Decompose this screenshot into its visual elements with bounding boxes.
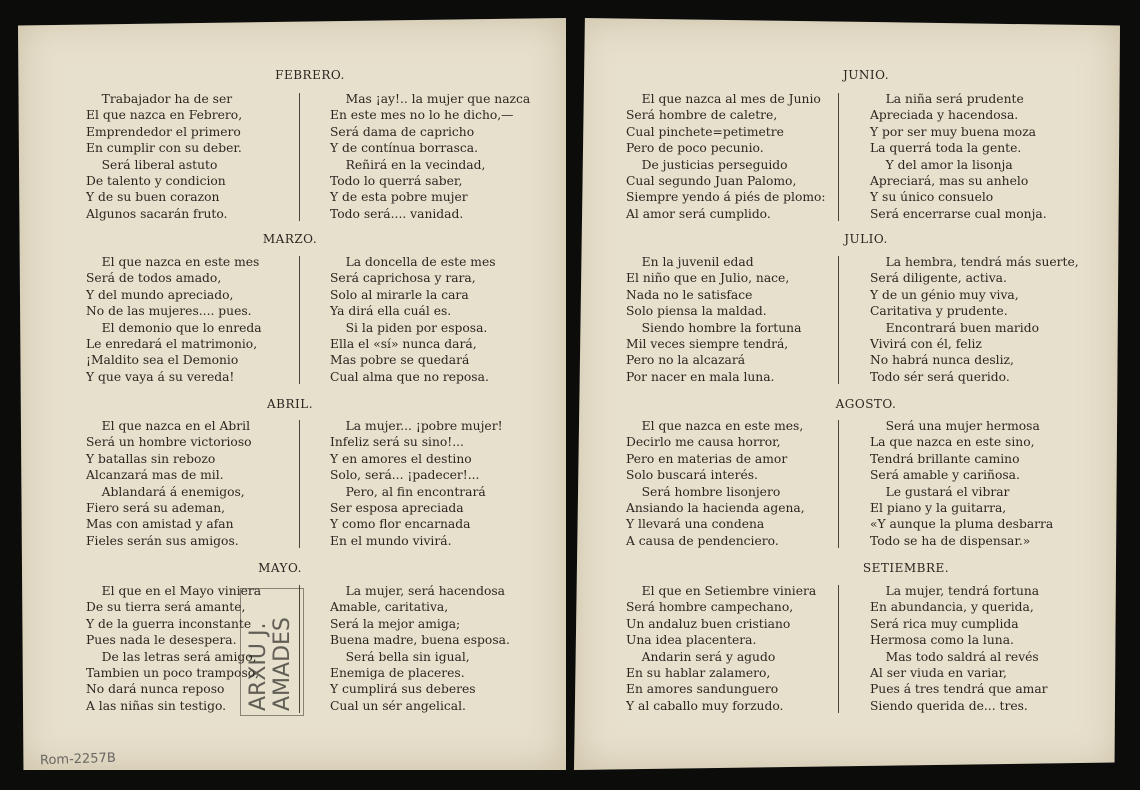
verse-line: No habrá nunca desliz, (870, 353, 1014, 368)
verse-line: Amable, caritativa, (330, 600, 449, 615)
verse-line: De talento y condicion (86, 173, 226, 188)
verse-line: Siempre yendo á piés de plomo: (626, 190, 826, 205)
verse-line: La mujer, será hacendosa (330, 584, 506, 598)
verse-line: Y del amor la lisonja (870, 157, 1013, 172)
section-title: ABRIL. (266, 397, 314, 411)
verse-line: No dará nunca reposo (86, 682, 225, 697)
section-title: JULIO. (844, 232, 888, 246)
verse-line: La niña será prudente (870, 92, 1024, 106)
verse-line: Fieles serán sus amigos. (86, 533, 239, 548)
verse-line: El que en Setiembre viniera (626, 584, 817, 598)
verse-line: Será dama de capricho (330, 124, 475, 139)
verse-line: El que nazca en Febrero, (86, 108, 243, 123)
verse-line: Todo lo querrá saber, (330, 173, 463, 188)
verse-line: Nada no le satisface (626, 287, 753, 302)
verse-line: La hembra, tendrá más suerte, (870, 255, 1079, 269)
verse-line: Decirlo me causa horror, (626, 435, 781, 450)
verse-line: Todo será.... vanidad. (330, 206, 464, 221)
verse-line: Pero de poco pecunio. (626, 141, 764, 156)
verse-line: En abundancia, y querida, (870, 600, 1034, 615)
verse-line: Apreciará, mas su anhelo (870, 173, 1029, 188)
stanza-right (330, 91, 530, 222)
verse-line: Será hombre lisonjero (626, 484, 781, 499)
verse-line: Siendo querida de... tres. (870, 698, 1028, 713)
verse-line: Cual un sér angelical. (330, 698, 466, 713)
page-fold (566, 18, 574, 770)
verse-line: Le enredará el matrimonio, (86, 336, 258, 351)
verse-line: Mas todo saldrá al revés (870, 649, 1039, 664)
verse-line: Buena madre, buena esposa. (330, 633, 510, 648)
verse-line: Ablandará á enemigos, (86, 484, 245, 499)
stanza-left (86, 91, 242, 222)
verse-line: El piano y la guitarra, (870, 500, 1007, 515)
stanza-right (330, 583, 510, 714)
stamp-text (247, 617, 295, 711)
verse-line: Al amor será cumplido. (626, 206, 771, 221)
verse-line: Pues á tres tendrá que amar (870, 682, 1048, 697)
verse-line: Infeliz será su sino!... (330, 435, 464, 450)
section-title: MARZO. (262, 232, 318, 246)
verse-line: Será una mujer hermosa (870, 419, 1040, 433)
verse-line: Mas pobre se quedará (330, 353, 470, 368)
verse-line: Mas ¡ay!.. la mujer que nazca (330, 92, 531, 106)
verse-line: Si la piden por esposa. (330, 320, 488, 335)
verse-line: Y llevará una condena (626, 517, 765, 532)
verse-line: Cual alma que no reposa. (330, 369, 489, 384)
stamp-line-2: AMADES (270, 617, 295, 711)
verse-line: Solo al mirarle la cara (330, 287, 469, 302)
verse-line: Mas con amistad y afan (86, 517, 234, 532)
verse-line: Será un hombre victorioso (86, 435, 252, 450)
verse-line: En este mes no lo he dicho,— (330, 108, 514, 123)
verse-line: Y de esta pobre mujer (330, 190, 468, 205)
verse-line: Encontrará buen marido (870, 320, 1039, 335)
verse-line: Y en amores el destino (330, 451, 472, 466)
verse-line: Solo buscará interés. (626, 468, 758, 483)
stamp-line-1: ARXIU J. (246, 622, 271, 711)
stanza-right (330, 254, 496, 385)
verse-line: Por nacer en mala luna. (626, 369, 775, 384)
verse-line: Pues nada le desespera. (86, 633, 237, 648)
column-divider (838, 420, 839, 548)
verse-line: Hermosa como la luna. (870, 633, 1014, 648)
stanza-right (870, 583, 1048, 714)
stanza-left (86, 418, 252, 549)
verse-line: En el mundo vivirá. (330, 533, 452, 548)
verse-line: A causa de pendenciero. (626, 533, 779, 548)
verse-line: Le gustará el vibrar (870, 484, 1010, 499)
verse-line: En cumplir con su deber. (86, 141, 242, 156)
verse-line: Será la mejor amiga; (330, 616, 461, 631)
stanza-left (86, 583, 261, 714)
verse-line: El que en el Mayo viniera (86, 584, 262, 598)
verse-line: De su tierra será amante, (86, 600, 246, 615)
verse-line: ¡Maldito sea el Demonio (86, 353, 239, 368)
verse-line: Solo, será... ¡padecer!... (330, 468, 480, 483)
verse-line: Ser esposa apreciada (330, 500, 464, 515)
verse-line: Y de su buen corazon (86, 190, 220, 205)
verse-line: Será encerrarse cual monja. (870, 206, 1047, 221)
column-divider (838, 256, 839, 384)
verse-line: Será hombre de caletre, (626, 108, 778, 123)
stanza-left (86, 254, 262, 385)
column-divider (838, 93, 839, 221)
verse-line: Será amable y cariñosa. (870, 468, 1020, 483)
verse-line: Al ser viuda en variar, (870, 665, 1007, 680)
column-divider (299, 93, 300, 221)
verse-line: Fiero será su ademan, (86, 500, 226, 515)
column-divider (299, 256, 300, 384)
verse-line: La mujer, tendrá fortuna (870, 584, 1040, 598)
verse-line: Algunos sacarán fruto. (86, 206, 228, 221)
verse-line: Enemiga de placeres. (330, 665, 465, 680)
verse-line: La doncella de este mes (330, 255, 496, 269)
verse-line: Pero, al fin encontrará (330, 484, 486, 499)
verse-line: Será de todos amado, (86, 271, 222, 286)
verse-line: El demonio que lo enreda (86, 320, 262, 335)
verse-line: Será hombre campechano, (626, 600, 794, 615)
archive-stamp (240, 588, 304, 716)
verse-line: El que nazca en este mes, (626, 419, 804, 433)
stanza-right (870, 418, 1053, 549)
section-title: JUNIO. (842, 68, 890, 82)
verse-line: Y al caballo muy forzudo. (626, 698, 784, 713)
stanza-right (870, 91, 1047, 222)
verse-line: Y de la guerra inconstante (86, 616, 252, 631)
verse-line: Apreciada y hacendosa. (870, 108, 1019, 123)
verse-line: Y de contínua borrasca. (330, 141, 479, 156)
verse-line: A las niñas sin testigo. (86, 698, 227, 713)
verse-line: Será liberal astuto (86, 157, 218, 172)
verse-line: Andarin será y agudo (626, 649, 776, 664)
verse-line: En su hablar zalamero, (626, 665, 771, 680)
verse-line: Y del mundo apreciado, (86, 287, 234, 302)
section-title: SETIEMBRE. (862, 561, 950, 575)
verse-line: En amores sandunguero (626, 682, 779, 697)
verse-line: Y de un génio muy viva, (870, 287, 1019, 302)
verse-line: Será caprichosa y rara, (330, 271, 476, 286)
verse-line: Será rica muy cumplida (870, 616, 1019, 631)
verse-line: Ella el «sí» nunca dará, (330, 336, 477, 351)
verse-line: Y batallas sin rebozo (86, 451, 216, 466)
verse-line: Será diligente, activa. (870, 271, 1007, 286)
column-divider (838, 585, 839, 713)
verse-line: Pero en materias de amor (626, 451, 788, 466)
verse-line: Pero no la alcazará (626, 353, 746, 368)
verse-line: Reñirá en la vecindad, (330, 157, 486, 172)
verse-line: La querrá toda la gente. (870, 141, 1022, 156)
verse-line: Será bella sin igual, (330, 649, 470, 664)
stanza-left (626, 583, 816, 714)
verse-line: Y cumplirá sus deberes (330, 682, 476, 697)
verse-line: Caritativa y prudente. (870, 304, 1008, 319)
verse-line: Alcanzará mas de mil. (86, 468, 224, 483)
verse-line: Cual segundo Juan Palomo, (626, 173, 797, 188)
verse-line: Todo se ha de dispensar.» (870, 533, 1031, 548)
verse-line: De las letras será amigo, (86, 649, 257, 664)
verse-line: Una idea placentera. (626, 633, 757, 648)
stanza-left (626, 418, 805, 549)
stanza-left (626, 91, 826, 222)
section-title: FEBRERO. (275, 68, 345, 82)
verse-line: Y que vaya á su vereda! (86, 369, 235, 384)
stanza-right (870, 254, 1079, 385)
verse-line: Cual pinchete=petimetre (626, 124, 784, 139)
verse-line: El que nazca en el Abril (86, 419, 251, 433)
verse-line: Y su único consuelo (870, 190, 994, 205)
verse-line: Un andaluz buen cristiano (626, 616, 791, 631)
section-title: AGOSTO. (835, 397, 897, 411)
verse-line: De justicias perseguido (626, 157, 788, 172)
verse-line: El que nazca en este mes (86, 255, 260, 269)
verse-line: No de las mujeres.... pues. (86, 304, 252, 319)
verse-line: Tambien un poco tramposo, (86, 665, 260, 680)
verse-line: Solo piensa la maldad. (626, 304, 767, 319)
stanza-left (626, 254, 801, 385)
verse-line: El niño que en Julio, nace, (626, 271, 790, 286)
verse-line: «Y aunque la pluma desbarra (870, 517, 1054, 532)
verse-line: El que nazca al mes de Junio (626, 92, 821, 106)
stanza-right (330, 418, 503, 549)
verse-line: Todo sér será querido. (870, 369, 1010, 384)
verse-line: Vivirá con él, feliz (870, 336, 982, 351)
column-divider (299, 420, 300, 548)
verse-line: Tendrá brillante camino (870, 451, 1020, 466)
catalog-number: Rom-2257B (39, 750, 117, 769)
verse-line: Mil veces siempre tendrá, (626, 336, 789, 351)
verse-line: Y como flor encarnada (330, 517, 471, 532)
verse-line: En la juvenil edad (626, 255, 754, 269)
verse-line: Ansiando la hacienda agena, (626, 500, 805, 515)
verse-line: La que nazca en este sino, (870, 435, 1035, 450)
verse-line: Y por ser muy buena moza (870, 124, 1037, 139)
verse-line: Siendo hombre la fortuna (626, 320, 802, 335)
verse-line: La mujer... ¡pobre mujer! (330, 419, 503, 433)
verse-line: Ya dirá ella cuál es. (330, 304, 452, 319)
verse-line: Trabajador ha de ser (86, 92, 233, 106)
section-title: MAYO. (258, 561, 302, 575)
verse-line: Emprendedor el primero (86, 124, 241, 139)
